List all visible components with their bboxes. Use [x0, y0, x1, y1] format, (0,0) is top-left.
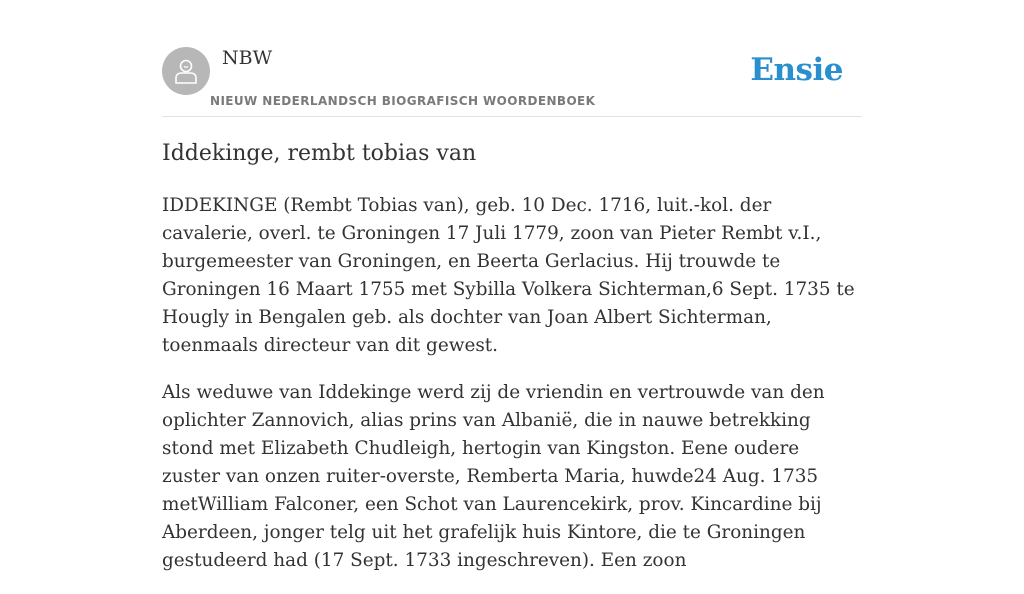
page-title: Iddekinge, rembt tobias van [162, 141, 477, 166]
user-icon [171, 56, 201, 86]
source-abbreviation[interactable]: NBW [222, 47, 273, 69]
avatar[interactable] [162, 47, 210, 95]
article-paragraph: IDDEKINGE (Rembt Tobias van), geb. 10 Dec. 1716, luit.-kol. der cavalerie, overl. te Groningen 17 Juli 1779, zoon van Pieter Rembt v.I., burgemeester van Groningen, en Beerta Gerlacius. Hij trouwde te Groningen 16 Maart 1755 met Sybilla Volkera Sichterman,6 Sept. 1735 te Hougly in Bengalen geb. als dochter van Joan Albert Sichterman, toenmaals directeur van dit gewest. [162, 195, 855, 356]
source-header [162, 46, 862, 117]
brand-logo[interactable]: Ensie [750, 52, 843, 88]
article-body [162, 192, 862, 594]
source-full-name: NIEUW NEDERLANDSCH BIOGRAFISCH WOORDENBOEK [210, 94, 596, 108]
article-paragraph: Als weduwe van Iddekinge werd zij de vriendin en vertrouwde van den oplichter Zannovich, alias prins van Albanië, die in nauwe betrekking stond met Elizabeth Chudleigh, hertogin van Kingston. Eene oudere zuster van onzen ruiter-overste, Remberta Maria, huwde24 Aug. 1735 metWilliam Falconer, een Schot van Laurencekirk, prov. Kincardine bij Aberdeen, jonger telg uit het grafelijk huis Kintore, die te Groningen gestudeerd had (17 Sept. 1733 ingeschreven). Een zoon [162, 382, 825, 571]
